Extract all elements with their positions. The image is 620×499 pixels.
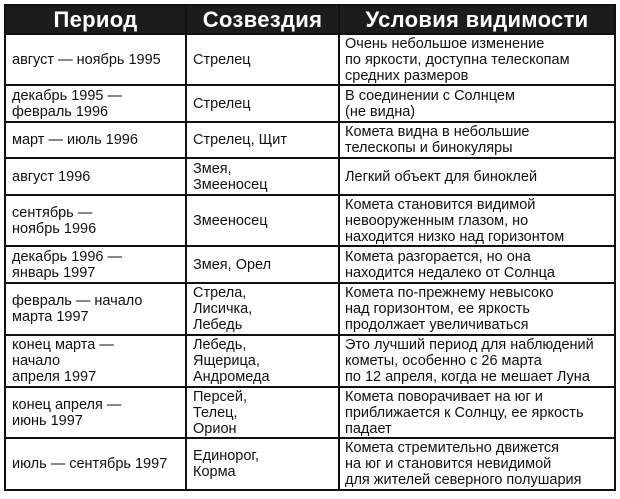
table-row bbox=[5, 438, 615, 490]
conditions-cell: Комета становится видимой невооруженным глазом, но находится низко над горизонтом bbox=[339, 195, 615, 246]
table-row bbox=[5, 195, 615, 246]
period-cell: февраль — начало марта 1997 bbox=[5, 283, 186, 335]
constellations-cell: Змея, Змееносец bbox=[186, 158, 339, 195]
table-row bbox=[5, 122, 615, 158]
header-constellations: Созвездия bbox=[186, 5, 339, 34]
period-cell: декабрь 1995 — февраль 1996 bbox=[5, 85, 186, 122]
conditions-cell: Комета видна в небольшие телескопы и бинокуляры bbox=[339, 122, 615, 158]
period-cell: июль — сентябрь 1997 bbox=[5, 438, 186, 490]
conditions-cell: Комета разгорается, но она находится недалеко от Солнца bbox=[339, 246, 615, 283]
constellations-cell: Стрелец, Щит bbox=[186, 122, 339, 158]
period-cell: август — ноябрь 1995 bbox=[5, 34, 186, 85]
conditions-cell: Комета поворачивает на юг и приближается к Солнцу, ее яркость падает bbox=[339, 387, 615, 438]
constellations-cell: Стрелец bbox=[186, 85, 339, 122]
constellations-cell: Лебедь, Ящерица, Андромеда bbox=[186, 335, 339, 387]
table-row bbox=[5, 335, 615, 387]
conditions-cell: Очень небольшое изменение по яркости, доступна телескопам средних размеров bbox=[339, 34, 615, 85]
conditions-cell: Легкий объект для биноклей bbox=[339, 158, 615, 195]
table-row bbox=[5, 85, 615, 122]
constellations-cell: Змея, Орел bbox=[186, 246, 339, 283]
header-row bbox=[5, 5, 615, 34]
table-row bbox=[5, 387, 615, 438]
period-cell: март — июль 1996 bbox=[5, 122, 186, 158]
conditions-cell: Комета стремительно движется на юг и становится невидимой для жителей северного полушария bbox=[339, 438, 615, 490]
header-visibility-conditions: Условия видимости bbox=[339, 5, 615, 34]
period-cell: конец апреля — июнь 1997 bbox=[5, 387, 186, 438]
constellations-cell: Змееносец bbox=[186, 195, 339, 246]
period-cell: декабрь 1996 — январь 1997 bbox=[5, 246, 186, 283]
conditions-cell: Комета по-прежнему невысоко над горизонтом, ее яркость продолжает увеличиваться bbox=[339, 283, 615, 335]
conditions-cell: В соединении с Солнцем (не видна) bbox=[339, 85, 615, 122]
period-cell: конец марта — начало апреля 1997 bbox=[5, 335, 186, 387]
header-period: Период bbox=[5, 5, 186, 34]
table-row bbox=[5, 34, 615, 85]
constellations-cell: Единорог, Корма bbox=[186, 438, 339, 490]
table-row bbox=[5, 283, 615, 335]
comet-visibility-table bbox=[4, 4, 616, 491]
table-row bbox=[5, 246, 615, 283]
constellations-cell: Персей, Телец, Орион bbox=[186, 387, 339, 438]
comet-visibility-table-container bbox=[4, 4, 616, 491]
conditions-cell: Это лучший период для наблюдений кометы, особенно с 26 марта по 12 апреля, когда не мешает Луна bbox=[339, 335, 615, 387]
constellations-cell: Стрелец bbox=[186, 34, 339, 85]
period-cell: август 1996 bbox=[5, 158, 186, 195]
period-cell: сентябрь — ноябрь 1996 bbox=[5, 195, 186, 246]
table-row bbox=[5, 158, 615, 195]
constellations-cell: Стрела, Лисичка, Лебедь bbox=[186, 283, 339, 335]
